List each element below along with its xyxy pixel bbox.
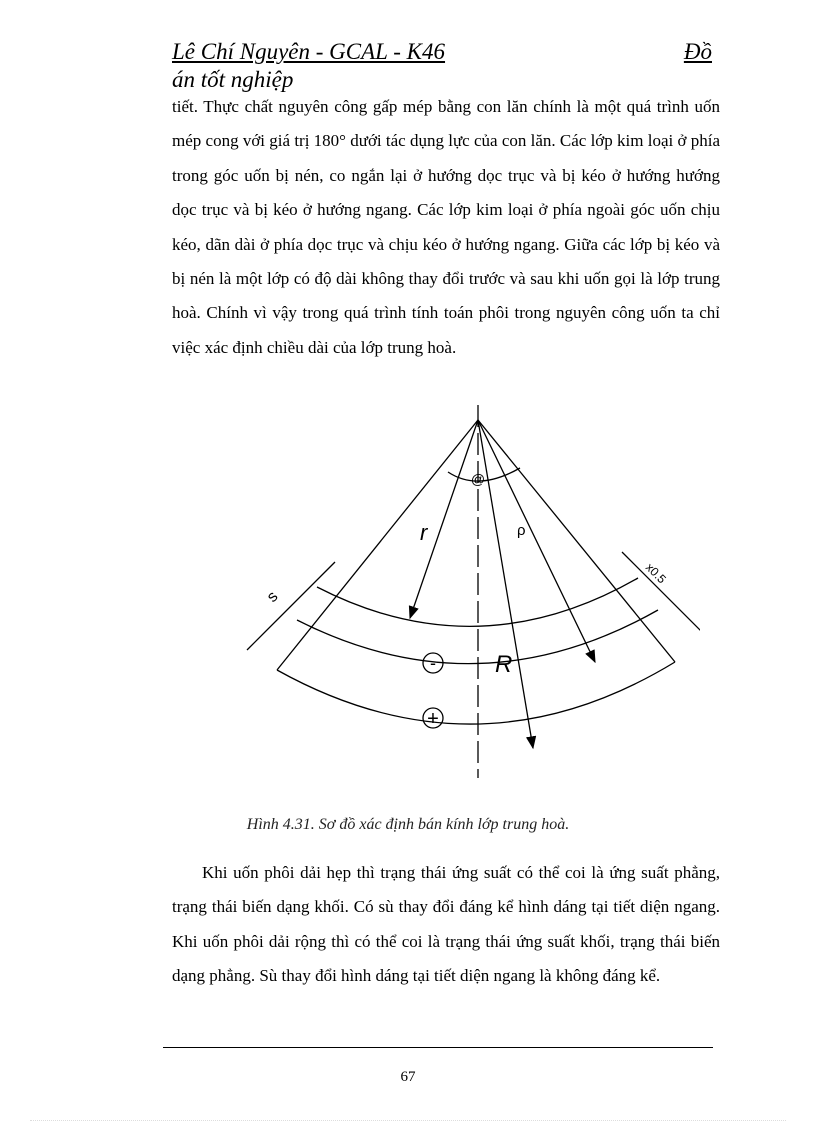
page-number: 67 (400, 1069, 416, 1085)
header-title-start: Đồ (683, 39, 712, 64)
label-rho: ρ (517, 522, 526, 539)
paragraph-1-text: tiết. Thực chất nguyên công gấp mép bằng con lăn chính là một quá trình uốn mép cong với giá trị 180° dưới tác dụng lực của con lăn. Các lớp kim loại ở phía trong góc uốn bị nén, co ngắn lại ở hướng dọc trục và bị kéo ở hướng hướng dọc trục và bị kéo ở hướng ngang. Các lớp kim loại ở phía ngoài góc uốn chịu kéo, dãn dài ở phía dọc trục và chịu kéo ở hướng ngang. Giữa các lớp bị kéo và bị nén là một lớp có độ dài không thay đổi trước và sau khi uốn gọi là lớp trung hoà. Chính vì vậy trong quá trình tính toán phôi trong nguyên công uốn ta chỉ việc xác định chiều dài của lớp trung hoà. (172, 97, 720, 357)
plus-sign: + (427, 708, 439, 730)
label-angle: @ (470, 471, 486, 487)
section-line-left (247, 562, 335, 650)
paragraph-1 (172, 90, 720, 365)
bending-diagram (230, 400, 700, 785)
header-title-continued: án tốt nghiệp (172, 67, 294, 92)
paragraph-2-text: Khi uốn phôi dải hẹp thì trạng thái ứng suất có thể coi là ứng suất phẳng, trạng thái biến dạng khối. Có sù thay đổi đáng kể hình dáng tại tiết diện ngang. Khi uốn phôi dải rộng thì có thể coi là trạng thái ứng suất khối, trạng thái biến dạng phẳng. Sù thay đổi hình dáng tại tiết diện ngang là không đáng kể. (172, 863, 720, 986)
label-half-s: x0.5 (642, 560, 669, 587)
figure-caption: Hình 4.31. Sơ đồ xác định bán kính lớp trung hoà. (246, 816, 570, 833)
outer-arc (277, 662, 675, 724)
label-s: s (263, 588, 282, 606)
arrow-R (478, 420, 533, 748)
radial-line-left (277, 420, 478, 670)
paragraph-2 (172, 856, 720, 994)
page-edge-dotted-line (30, 1120, 786, 1121)
arrow-r (410, 420, 478, 618)
footer-rule (163, 1047, 713, 1048)
minus-sign: - (430, 653, 436, 673)
label-r: r (420, 520, 428, 545)
radial-line-right (478, 420, 675, 662)
header-author: Lê Chí Nguyên - GCAL - K46 (172, 39, 446, 64)
label-R: R (495, 651, 513, 678)
